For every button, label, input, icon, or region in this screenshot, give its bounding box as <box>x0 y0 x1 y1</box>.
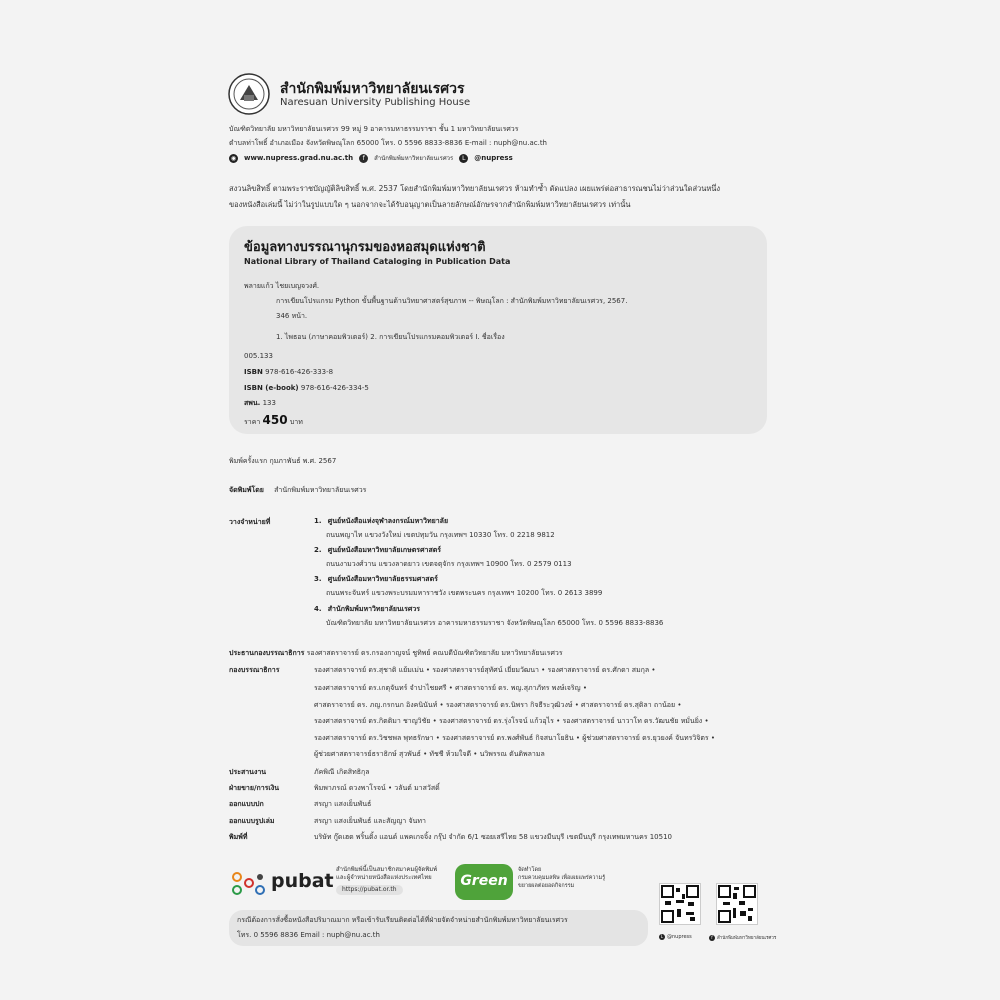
price-value: 450 <box>262 413 288 427</box>
green-text <box>518 866 605 890</box>
distributor-name: สำนักพิมพ์มหาวิทยาลัยนเรศวร <box>327 605 421 613</box>
isbn-label: ISBN <box>244 368 263 376</box>
coordinator-label: ประสานงาน <box>229 768 267 776</box>
cip-price-row <box>244 413 303 428</box>
cip-isbn-ebook-row <box>244 383 369 393</box>
pubat-line2: และผู้จำหน่ายหนังสือแห่งประเทศไทย <box>336 874 432 881</box>
isbn-value: 978-616-426-333-8 <box>265 368 334 376</box>
pubat-logo-icon <box>231 871 267 897</box>
board-line: รองศาสตราจารย์ ดร.กิตติมา ชาญวิชัย • รองศาสตราจารย์ ดร.รุ่งโรจน์ แก้วอุไร • รองศาสตราจารย์ นาวาโท ดร.วัฒนชัย หมั่นยิ่ง • <box>314 717 709 725</box>
note-line1: กรณีต้องการสั่งซื้อหนังสือปริมาณมาก หรือเข้ารับเรียนติดต่อได้ที่ฝ่ายจัดจำหน่ายสำนักพิมพ์มหาวิทยาลัยนเรศวร <box>237 916 568 924</box>
green-line2: กรมควบคุมมลพิษ เพื่อเผยแพร่ความรู้ <box>518 875 606 881</box>
distributor-number: 4. <box>314 605 322 613</box>
pubat-line1: สำนักพิมพ์นี้เป็นสมาชิกสมาคมผู้จัดพิมพ์ <box>336 866 438 873</box>
board-label: กองบรรณาธิการ <box>229 666 280 674</box>
distributor-address: ถนนพระจันทร์ แขวงพระบรมมหาราชวัง เขตพระนคร กรุงเทพฯ 10200 โทร. 0 2613 3899 <box>326 589 603 597</box>
fb-handle: สำนักพิมพ์มหาวิทยาลัยนเรศวร <box>717 936 777 941</box>
line-icon: L <box>459 154 468 163</box>
publisher-address-line1: บัณฑิตวิทยาลัย มหาวิทยาลัยนเรศวร 99 หมู่ 9 อาคารมหาธรรมราชา ชั้น 1 มหาวิทยาลัยนเรศวร <box>229 125 519 133</box>
chair-value: รองศาสตราจารย์ ดร.กรองกาญจน์ ชูทิพย์ คณบดีบัณฑิตวิทยาลัย มหาวิทยาลัยนเรศวร <box>306 649 563 657</box>
isbn-ebook-label: ISBN (e-book) <box>244 384 299 392</box>
cip-call-row <box>244 398 276 408</box>
layout-label: ออกแบบรูปเล่ม <box>229 817 275 825</box>
distributor-address: บัณฑิตวิทยาลัย มหาวิทยาลัยนเรศวร อาคารมหาธรรมราชา จังหวัดพิษณุโลก 65000 โทร. 0 5596 8833-8836 <box>326 619 664 627</box>
university-seal-logo <box>228 73 270 115</box>
cip-title-english: National Library of Thailand Cataloging in Publication Data <box>244 257 511 266</box>
pubat-text <box>336 866 437 895</box>
line-small-icon: L <box>660 934 664 939</box>
copyright-line2: ของหนังสือเล่มนี้ ไม่ว่าในรูปแบบใด ๆ นอกจากจะได้รับอนุญาตเป็นลายลักษณ์อักษรจากสำนักพิมพ์มหาวิทยาลัยนเรศวร เท่านั้น <box>229 200 631 209</box>
sales-value: พิมพาภรณ์ ดวงพาโรจน์ • วลันต์ มาสวัสดิ์ <box>314 784 440 792</box>
first-print: พิมพ์ครั้งแรก กุมภาพันธ์ พ.ศ. 2567 <box>229 457 337 465</box>
qr-code-line[interactable] <box>659 883 701 925</box>
distributor-2 <box>314 545 441 555</box>
editorial-chair-row <box>229 648 563 658</box>
coordinator-value: ภัคพิณี เกิดสิทธิกุล <box>314 768 370 776</box>
chair-label: ประธานกองบรรณาธิการ <box>229 649 305 657</box>
board-line: รองศาสตราจารย์ ดร.วิชชพล พุทธรักษา • รองศาสตราจารย์ ดร.พงศ์พันธ์ กิจสนาโยธิน • ผู้ช่วยศาสตราจารย์ ดร.ยุวยงค์ จันทรวิจิตร • <box>314 734 716 742</box>
facebook-link[interactable]: สำนักพิมพ์มหาวิทยาลัยนเรศวร <box>374 155 454 162</box>
published-by-label: จัดพิมพ์โดย <box>229 486 264 494</box>
call-value: 133 <box>262 399 276 407</box>
cip-title-thai: ข้อมูลทางบรรณานุกรมของหอสมุดแห่งชาติ <box>244 240 486 255</box>
green-line1: จัดทำโดย <box>518 867 542 873</box>
note-line2: โทร. 0 5596 8836 Email : nuph@nu.ac.th <box>237 931 380 939</box>
distributor-number: 1. <box>314 517 322 525</box>
board-line: ศาสตราจารย์ ดร. ภญ.กรกนก อิงคนินันท์ • รองศาสตราจารย์ ดร.นิพรา กิจธีระวุฒิวงษ์ • ศาสตราจารย์ ดร.สุติลา ถาน้อย • <box>314 701 682 709</box>
cip-title-line: การเขียนโปรแกรม Python ขั้นพื้นฐานด้านวิทยาศาสตร์สุขภาพ -- พิษณุโลก : สำนักพิมพ์มหาวิทยาลัยนเรศวร, 2567. <box>276 297 628 305</box>
cover-value: สรญา แสงเย็นพันธ์ <box>314 800 372 808</box>
copyright-line1: สงวนลิขสิทธิ์ ตามพระราชบัญญัติลิขสิทธิ์ พ.ศ. 2537 โดยสำนักพิมพ์มหาวิทยาลัยนเรศวร ห้ามทำซ้ำ ดัดแปลง เผยแพร่ต่อสาธารณชนไม่ว่าส่วนใดส่วนหนึ่ง <box>229 184 721 193</box>
board-line: รองศาสตราจารย์ ดร.เกตุจันทร์ จำปาไชยศรี • ศาสตราจารย์ ดร. พญ.สุภาภัทร พงษ์เจริญ • <box>314 684 587 692</box>
publisher-name-english: Naresuan University Publishing House <box>280 97 471 108</box>
distributor-number: 3. <box>314 575 322 583</box>
publisher-name-thai: สำนักพิมพ์มหาวิทยาลัยนเรศวร <box>280 81 465 97</box>
distributor-number: 2. <box>314 546 322 554</box>
line-link[interactable]: @nupress <box>474 154 513 162</box>
pubat-name: pubat <box>271 870 334 892</box>
line-handle: @nupress <box>667 934 692 940</box>
cip-author: พลายแก้ว ไชยเบญจวงศ์. <box>244 282 320 290</box>
distributor-3 <box>314 574 438 584</box>
cip-class-number: 005.133 <box>244 352 273 360</box>
price-label: ราคา <box>244 418 261 426</box>
distributor-name: ศูนย์หนังสือแห่งจุฬาลงกรณ์มหาวิทยาลัย <box>327 517 449 525</box>
fb-handle-row <box>709 934 776 941</box>
contact-row <box>229 153 513 163</box>
layout-value: สรญา แสงเย็นพันธ์ และสัญญา จันทา <box>314 817 426 825</box>
website-link[interactable]: www.nupress.grad.nu.ac.th <box>244 154 354 162</box>
green-line3: ขยายผลต่อยอดกิจกรรม <box>518 883 575 889</box>
isbn-ebook-value: 978-616-426-334-5 <box>300 384 369 392</box>
line-handle-row <box>659 934 692 940</box>
call-label: สพน. <box>244 399 261 407</box>
published-by-row <box>229 485 366 495</box>
printer-label: พิมพ์ที่ <box>229 833 248 841</box>
sales-label: ฝ่ายขาย/การเงิน <box>229 784 280 792</box>
pubat-url-link[interactable]: https://pubat.or.th <box>336 885 403 895</box>
green-read-logo: Green <box>455 864 513 900</box>
board-line: รองศาสตราจารย์ ดร.สุชาติ แย้มเม่น • รองศาสตราจารย์สุทัศน์ เยี่ยมวัฒนา • รองศาสตราจารย์ ดร.ศักดา สมกุล • <box>314 666 656 674</box>
publisher-address-line2: ตำบลท่าโพธิ์ อำเภอเมือง จังหวัดพิษณุโลก 65000 โทร. 0 5596 8833-8836 E-mail : nuph@nu.ac.th <box>229 139 547 147</box>
cip-isbn-row <box>244 367 333 377</box>
qr-code-facebook[interactable] <box>716 883 758 925</box>
distributor-4 <box>314 604 420 614</box>
cover-label: ออกแบบปก <box>229 800 264 808</box>
facebook-icon: f <box>359 154 368 163</box>
facebook-small-icon: f <box>709 935 715 941</box>
distributor-1 <box>314 516 448 526</box>
published-by-value: สำนักพิมพ์มหาวิทยาลัยนเรศวร <box>274 486 367 494</box>
board-line: ผู้ช่วยศาสตราจารย์ธราธิกษ์ สุวพันธ์ • ทัชชี ห้วมใจดี • นวิพรรณ ตันติพลามล <box>314 750 545 758</box>
distributor-address: ถนนงามวงศ์วาน แขวงลาดยาว เขตจตุจักร กรุงเทพฯ 10900 โทร. 0 2579 0113 <box>326 560 572 568</box>
globe-icon: ◉ <box>230 154 237 162</box>
distribution-label: วางจำหน่ายที่ <box>229 518 271 526</box>
distributor-address: ถนนพญาไท แขวงวังใหม่ เขตปทุมวัน กรุงเทพฯ 10330 โทร. 0 2218 9812 <box>326 531 555 539</box>
cip-subjects: 1. ไพธอน (ภาษาคอมพิวเตอร์) 2. การเขียนโปรแกรมคอมพิวเตอร์ I. ชื่อเรื่อง <box>276 333 505 341</box>
price-unit: บาท <box>289 418 303 426</box>
distributor-name: ศูนย์หนังสือมหาวิทยาลัยธรรมศาสตร์ <box>327 575 438 583</box>
printer-value: บริษัท กู๊ดเฮด พริ้นติ้ง แอนด์ แพคเกจจิ้ง กรุ๊ป จำกัด 6/1 ซอยเสรีไทย 58 แขวงมีนบุรี เขตมีนบุรี กรุงเทพมหานคร 10510 <box>314 833 672 841</box>
distributor-name: ศูนย์หนังสือมหาวิทยาลัยเกษตรศาสตร์ <box>327 546 442 554</box>
cip-pages: 346 หน้า. <box>276 312 308 320</box>
